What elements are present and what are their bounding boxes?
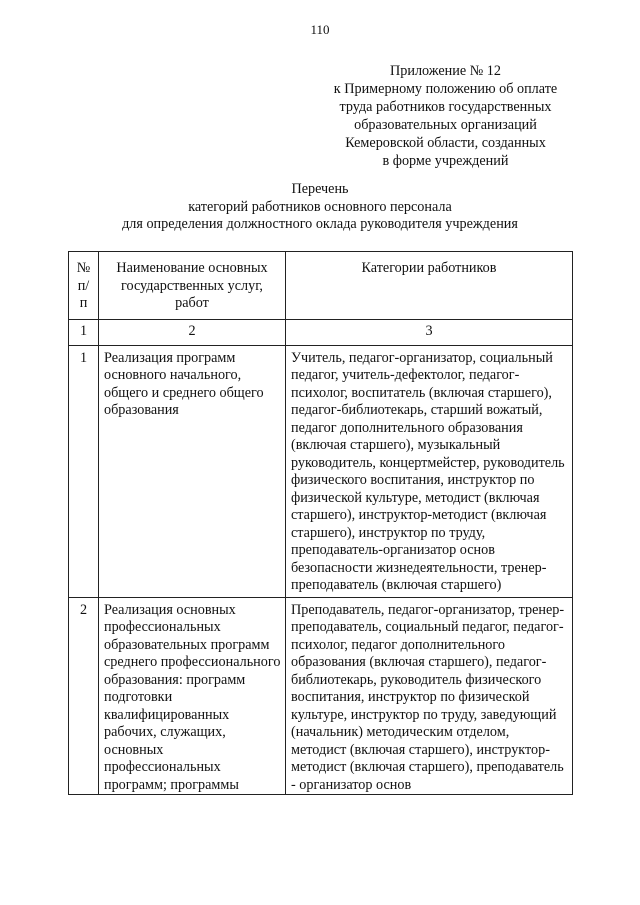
row-number: 2 (69, 597, 99, 795)
appendix-line: к Примерному положению об оплате (333, 81, 558, 97)
header-num: № п/п (69, 252, 99, 320)
table-row (69, 597, 573, 795)
appendix-line: Приложение № 12 (390, 63, 501, 79)
column-number: 1 (69, 319, 99, 345)
table-row (69, 345, 573, 597)
header-categories: Категории работников (286, 252, 573, 320)
appendix-line: труда работников государственных (339, 99, 552, 115)
appendix-caption (318, 62, 573, 170)
service-name: Реализация основных профессиональных образовательных программ среднего профессионального образования: программ подготовки квалифицированных рабочих, служащих, основных профессиональных программ; программы (99, 597, 286, 795)
appendix-line: образовательных организаций (354, 117, 537, 133)
header-services: Наименование основных государственных услуг, работ (99, 252, 286, 320)
table-header-row (69, 252, 573, 320)
column-number: 3 (286, 319, 573, 345)
title-line: Перечень (291, 181, 349, 197)
employee-categories: Преподаватель, педагог-организатор, тренер-преподаватель, социальный педагог, педагог-психолог, педагог дополнительного образования (включая старшего), педагог-библиотекарь, руководитель физического воспитания, инструктор по физической культуре, инструктор по труду, заведующий (начальник) методическим отделом, методист (включая старшего), инструктор-методист (включая старшего), преподаватель - организатор основ (286, 597, 573, 795)
column-numbers-row (69, 319, 573, 345)
title-line: для определения должностного оклада руководителя учреждения (122, 216, 518, 232)
column-number: 2 (99, 319, 286, 345)
appendix-line: в форме учреждений (382, 153, 509, 169)
employee-categories: Учитель, педагог-организатор, социальный педагог, учитель-дефектолог, педагог-психолог, воспитатель (включая старшего), педагог-библиотекарь, старший вожатый, педагог дополнительного образования (включая старшего), музыкальный руководитель, концертмейстер, руководитель физического воспитания, инструктор по физической культуре, методист (включая старшего), инструктор-методист (включая старшего), инструктор по труду, преподаватель-организатор основ безопасности жизнедеятельности, тренер-преподаватель (включая старшего) (286, 345, 573, 597)
categories-table (68, 251, 573, 795)
row-number: 1 (69, 345, 99, 597)
service-name: Реализация программ основного начального, общего и среднего общего образования (99, 345, 286, 597)
page-number: 110 (310, 22, 330, 37)
appendix-line: Кемеровской области, созданных (345, 135, 546, 151)
title-line: категорий работников основного персонала (188, 198, 452, 215)
document-title (0, 181, 640, 234)
